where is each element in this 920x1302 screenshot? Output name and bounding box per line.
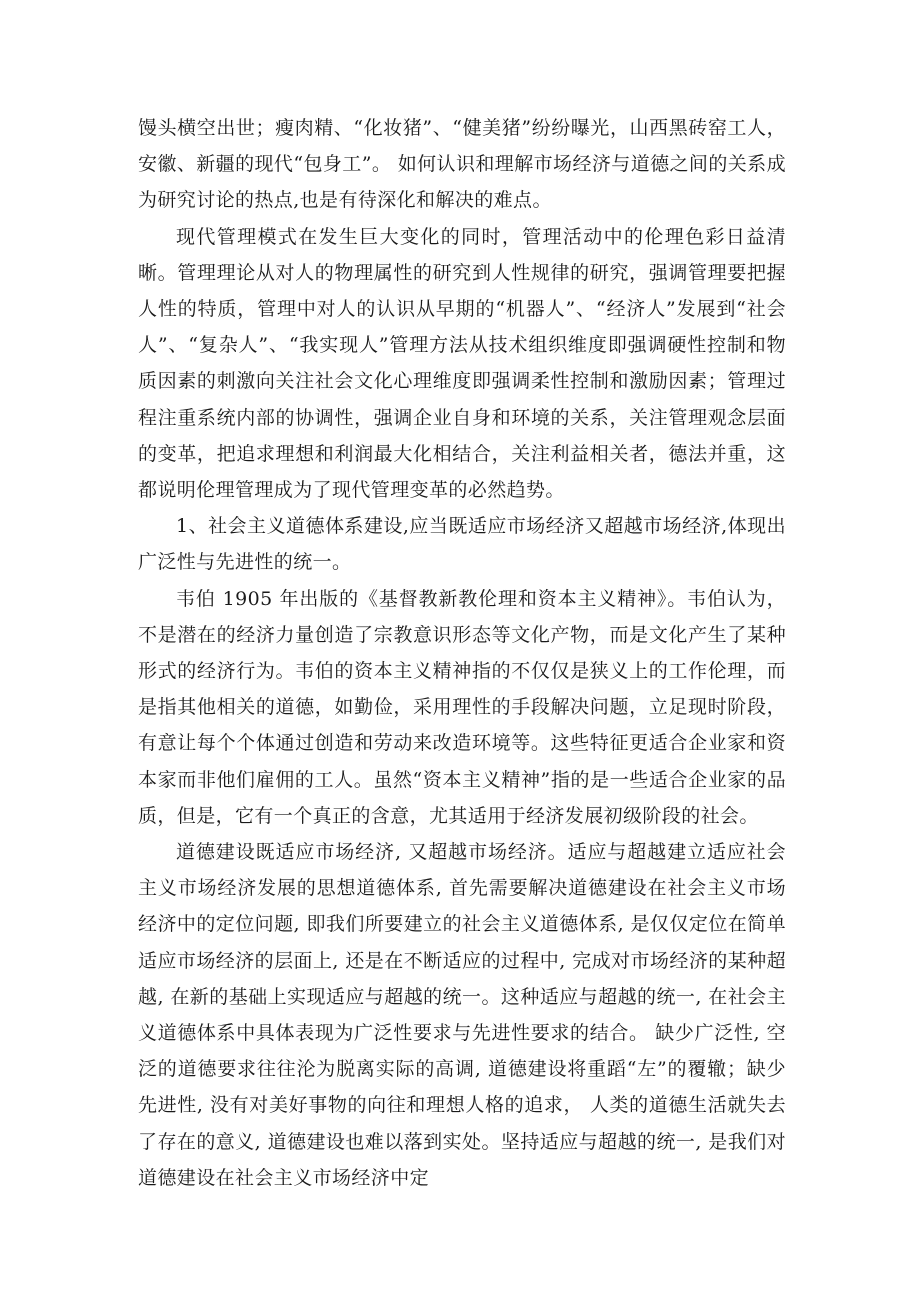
- body-text: [138, 110, 786, 1196]
- paragraph-weber: 韦伯 1905 年出版的《基督教新教伦理和资本主义精神》。韦伯认为，不是潜在的经济力量创造了宗教意识形态等文化产物，而是文化产生了某种形式的经济行为。韦伯的资本主义精神指的不仅仅是狭义上的工作伦理，而是指其他相关的道德，如勤俭，采用理性的手段解决问题，立足现时阶段，有意让每个个体通过创造和劳动来改造环境等。这些特征更适合企业家和资本家而非他们雇佣的工人。虽然“资本主义精神”指的是一些适合企业家的品质，但是，它有一个真正的含意，尤其适用于经济发展初级阶段的社会。: [138, 587, 786, 827]
- paragraph-intro-continued: 馒头横空出世；瘦肉精、“化妆猪”、“健美猪”纷纷曝光，山西黑砖窑工人，安徽、新疆的现代“包身工”。 如何认识和理解市场经济与道德之间的关系成为研究讨论的热点,也是有待深化和解决的难点。: [138, 117, 786, 212]
- paragraph-section-1-heading: 1、社会主义道德体系建设,应当既适应市场经济又超越市场经济,体现出广泛性与先进性的统一。: [138, 515, 786, 574]
- paragraph-moral-construction: 道德建设既适应市场经济, 又超越市场经济。适应与超越建立适应社会主义市场经济发展的思想道德体系, 首先需要解决道德建设在社会主义市场经济中的定位问题, 即我们所要建立的社会主义道德体系, 是仅仅定位在简单适应市场经济的层面上, 还是在不断适应的过程中, 完成对市场经济的某种超越, 在新的基础上实现适应与超越的统一。这种适应与超越的统一, 在社会主义道德体系中具体表现为广泛性要求与先进性要求的结合。 缺少广泛性, 空泛的道德要求往往沦为脱离实际的高调, 道德建设将重蹈“左”的覆辙；缺少先进性, 没有对美好事物的向往和理想人格的追求， 人类的道德生活就失去了存在的意义, 道德建设也难以落到实处。坚持适应与超越的统一, 是我们对道德建设在社会主义市场经济中定: [138, 841, 786, 1189]
- paragraph-modern-management: 现代管理模式在发生巨大变化的同时，管理活动中的伦理色彩日益清晰。管理理论从对人的物理属性的研究到人性规律的研究，强调管理要把握人性的特质，管理中对人的认识从早期的“机器人”、“经济人”发展到“社会人”、“复杂人”、“我实现人”管理方法从技术组织维度即强调硬性控制和物质因素的刺激向关注社会文化心理维度即强调柔性控制和激励因素；管理过程注重系统内部的协调性，强调企业自身和环境的关系，关注管理观念层面的变革，把追求理想和利润最大化相结合，关注利益相关者，德法并重，这都说明伦理管理成为了现代管理变革的必然趋势。: [138, 225, 786, 502]
